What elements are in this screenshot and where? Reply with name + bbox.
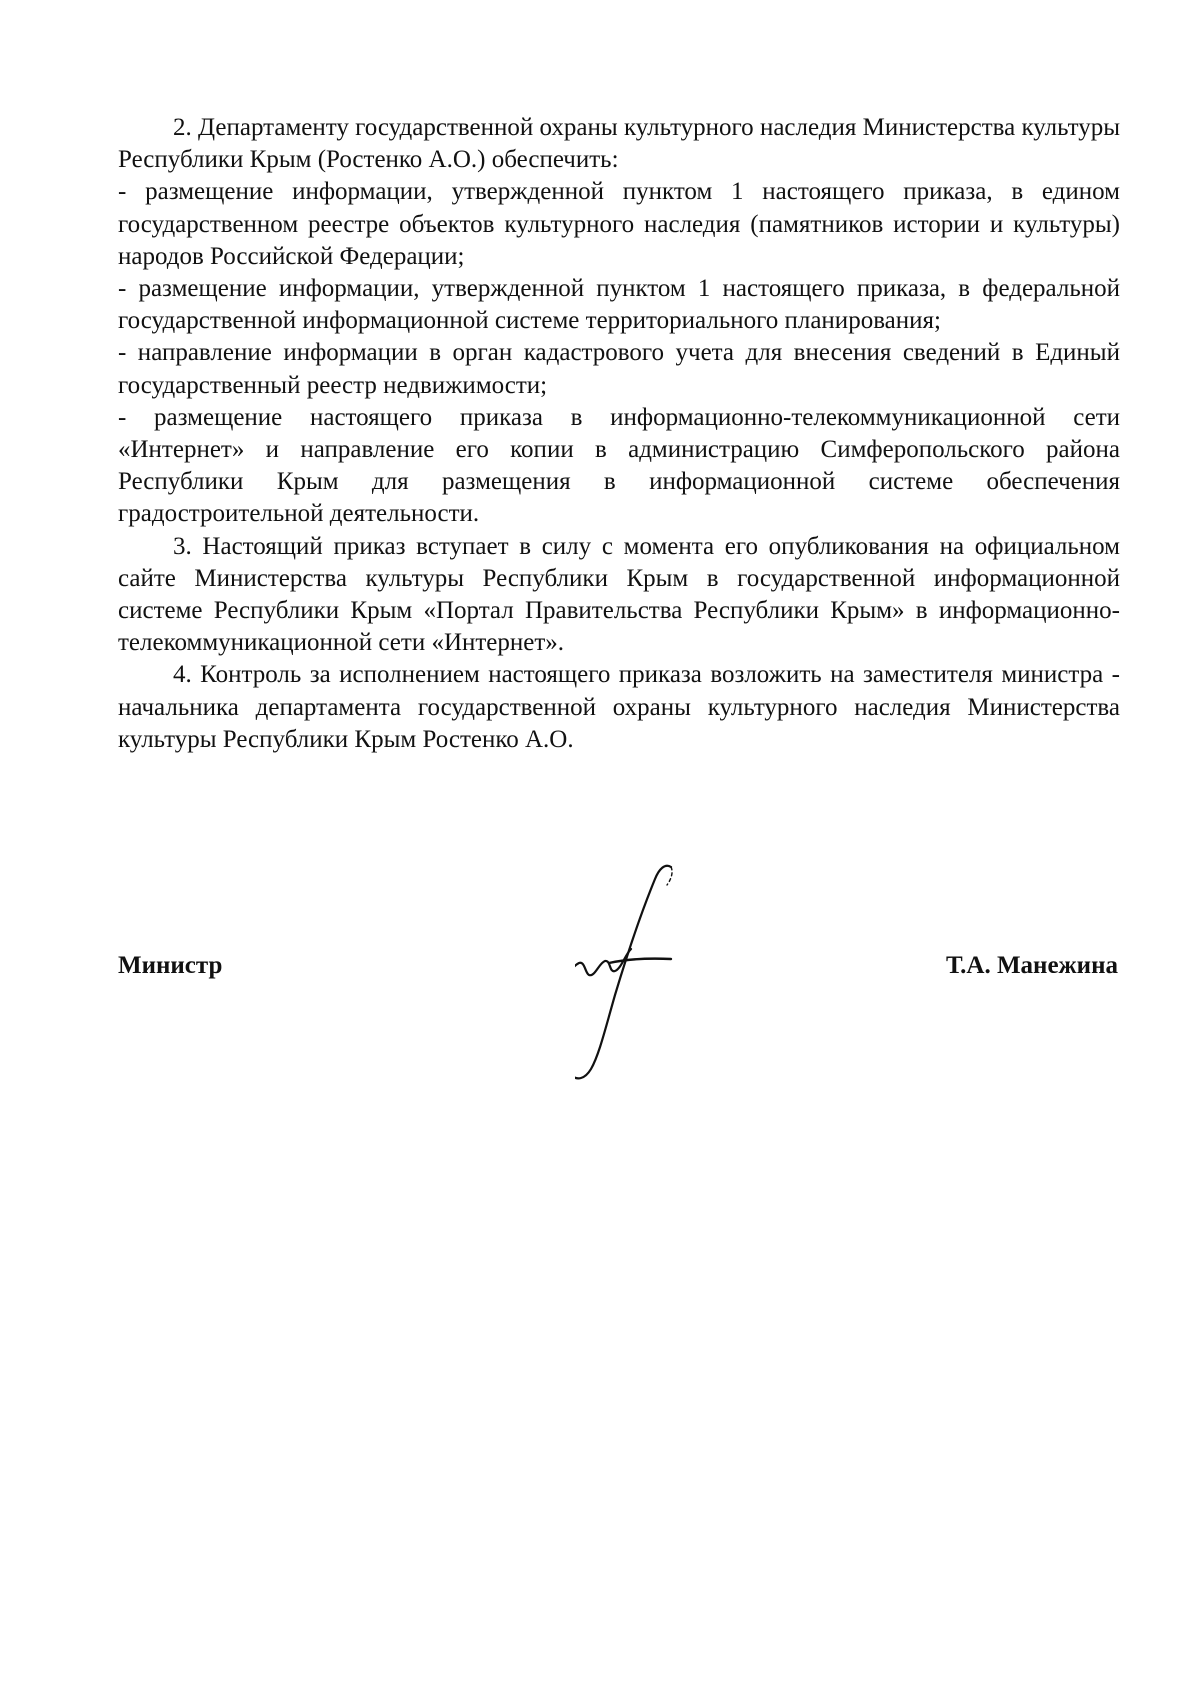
signatory-name: Т.А. Манежина [945,952,1118,979]
paragraph-2: 2. Департаменту государственной охраны культурного наследия Министерства культуры Республики Крым (Ростенко А.О.) обеспечить: [118,114,1120,174]
list-item-registry: - размещение информации, утвержденной пунктом 1 настоящего приказа, в едином государственном реестре объектов культурного наследия (памятников истории и культуры) народов Российской Федерации; [118,178,1120,270]
handwritten-signature [575,855,735,1085]
signatory-position: Министр [118,952,223,979]
paragraph-3: 3. Настоящий приказ вступает в силу с момента его опубликования на официальном сайте Министерства культуры Республики Крым в государственной информационной системе Республики Крым «Портал Правительства Республики Крым» в информационно-телекоммуникационной сети «Интернет». [118,532,1120,657]
paragraph-4: 4. Контроль за исполнением настоящего приказа возложить на заместителя министра - начальника департамента государственной охраны культурного наследия Министерства культуры Республики Крым Ростенко А.О. [118,661,1120,753]
list-item-planning-system: - размещение информации, утвержденной пунктом 1 настоящего приказа, в федеральной государственной информационной системе территориального планирования; [118,275,1120,335]
list-item-internet-publication: - размещение настоящего приказа в информационно-телекоммуникационной сети «Интернет» и направление его копии в администрацию Симферопольского района Республики Крым для размещения в информационной системе обеспечения градостроительной деятельности. [118,403,1120,528]
list-item-cadastre: - направление информации в орган кадастрового учета для внесения сведений в Единый государственный реестр недвижимости; [118,339,1120,399]
document-body [118,112,1120,756]
